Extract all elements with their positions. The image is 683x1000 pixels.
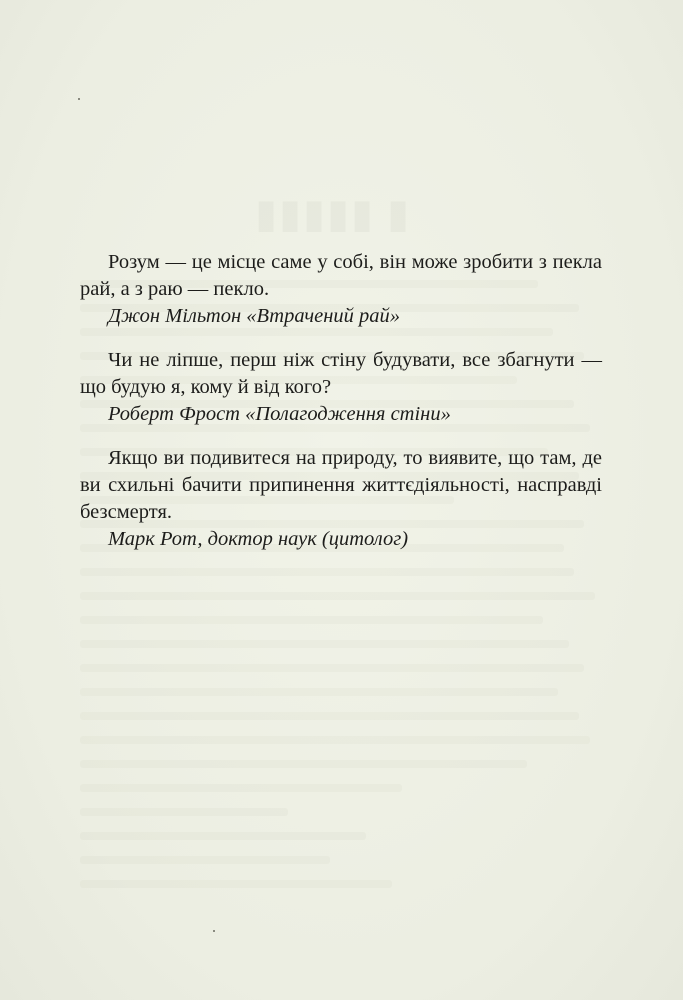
epigraph-source: Марк Рот, доктор наук (цитолог) (108, 528, 409, 550)
epigraph-block (80, 249, 602, 553)
epigraph-quote: Чи не ліпше, перш ніж стіну будувати, все збагнути — що будую я, кому й від кого? (80, 349, 602, 398)
paper-speck (78, 98, 80, 100)
epigraph-milton (80, 249, 602, 330)
epigraph-source: Роберт Фрост «Полагодження стіни» (108, 403, 451, 425)
epigraph-source: Джон Мільтон «Втрачений рай» (108, 305, 400, 327)
show-through-heading (255, 190, 411, 237)
epigraph-quote: Розум — це місце саме у собі, він може зробити з пекла рай, а з раю — пекло. (80, 251, 602, 300)
epigraph-roth (80, 445, 602, 553)
epigraph-frost (80, 347, 602, 428)
epigraph-quote: Якщо ви подивитеся на природу, то виявите, що там, де ви схильні бачити припинення життєдіяльності, насправді безсмертя. (80, 447, 602, 523)
paper-speck (213, 930, 215, 932)
